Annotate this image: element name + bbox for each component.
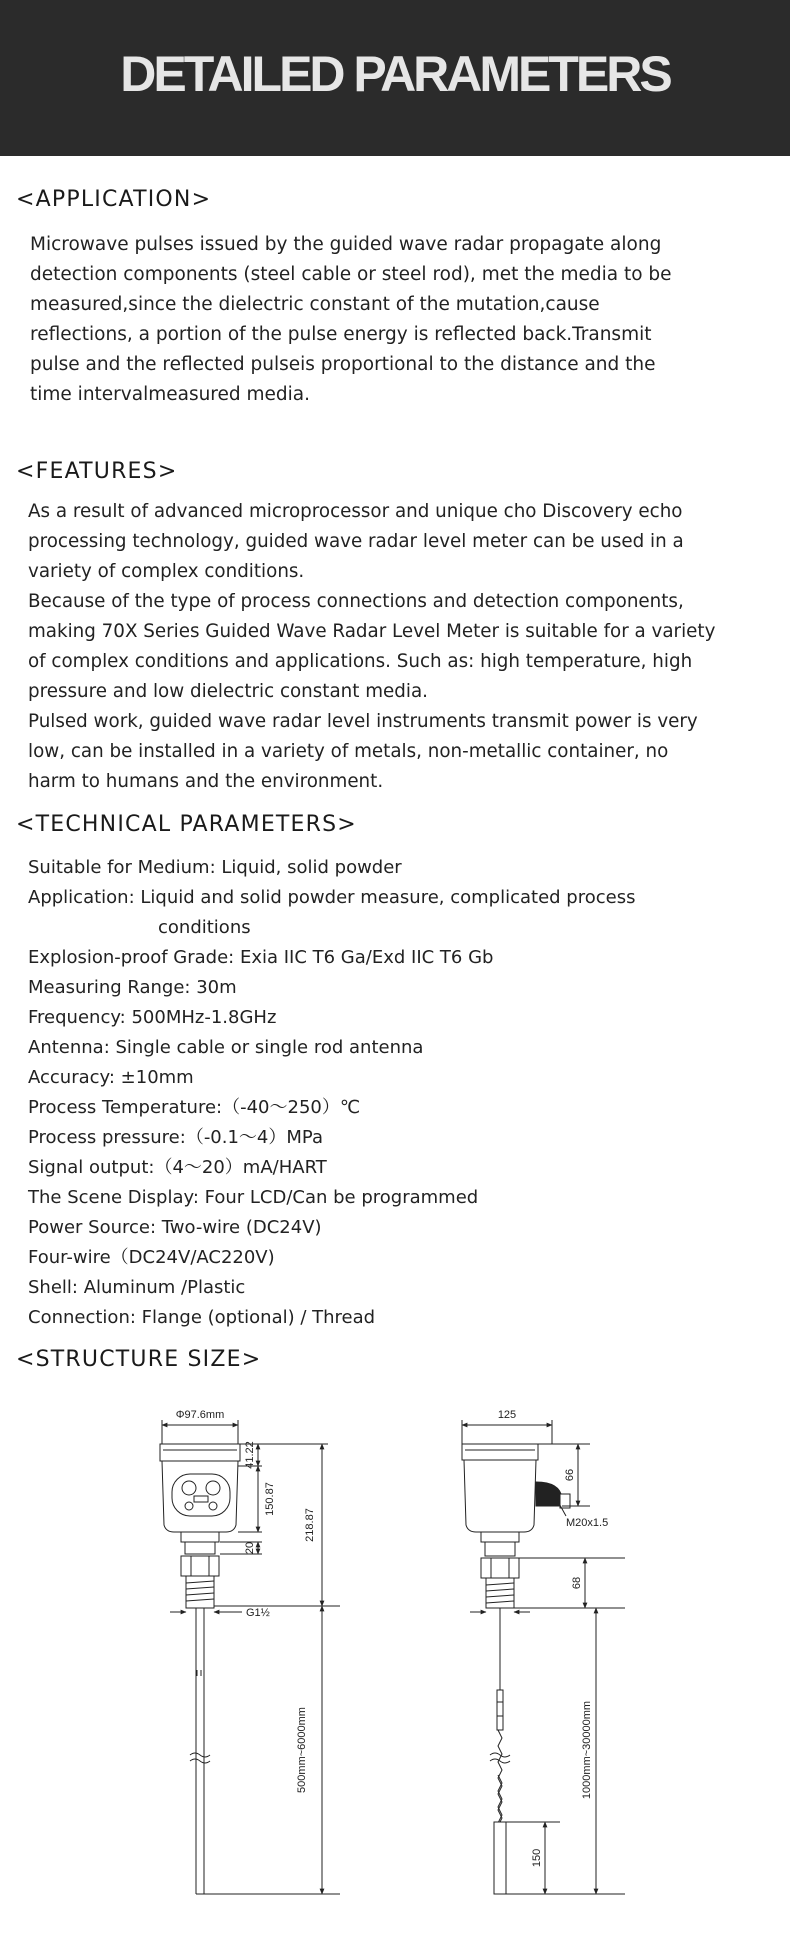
dim-thread: G1½	[246, 1607, 270, 1619]
spec-line: Signal output:（4～20）mA/HART	[28, 1157, 327, 1178]
spec-line: Process Temperature:（-40～250）℃	[28, 1097, 361, 1118]
features-line: Pulsed work, guided wave radar level instruments transmit power is very	[28, 711, 698, 732]
features-line: pressure and low dielectric constant media.	[28, 681, 428, 702]
features-line: making 70X Series Guided Wave Radar Level Meter is suitable for a variety	[28, 621, 716, 642]
right-drawing	[462, 1420, 625, 1894]
spec-line: Connection: Flange (optional) / Thread	[28, 1307, 376, 1328]
application-text	[30, 230, 780, 410]
spec-line: Accuracy: ±10mm	[28, 1067, 194, 1088]
features-line: of complex conditions and applications. Such as: high temperature, high	[28, 651, 693, 672]
spec-line: Shell: Aluminum /Plastic	[28, 1277, 246, 1298]
features-text	[28, 497, 778, 797]
application-line: detection components (steel cable or steel rod), met the media to be	[30, 264, 672, 285]
features-heading: <FEATURES>	[16, 459, 178, 484]
structure-heading: <STRUCTURE SIZE>	[16, 1347, 262, 1372]
features-line: variety of complex conditions.	[28, 561, 305, 582]
spec-line: Process pressure:（-0.1～4）MPa	[28, 1127, 323, 1148]
page-title: DETAILED PARAMETERS	[120, 46, 670, 102]
spec-line: Power Source: Two-wire (DC24V)	[28, 1217, 322, 1238]
spec-line: Four-wire（DC24V/AC220V)	[28, 1247, 275, 1268]
features-line: processing technology, guided wave radar level meter can be used in a	[28, 531, 684, 552]
technical-heading: <TECHNICAL PARAMETERS>	[16, 812, 357, 837]
spec-line: Measuring Range: 30m	[28, 977, 237, 998]
application-heading: <APPLICATION>	[16, 187, 212, 212]
application-line: Microwave pulses issued by the guided wave radar propagate along	[30, 234, 662, 255]
header-banner	[0, 0, 790, 156]
spec-line: Frequency: 500MHz-1.8GHz	[28, 1007, 277, 1028]
dim-neck-left: 20	[244, 1541, 256, 1555]
features-line: Because of the type of process connections and detection components,	[28, 591, 684, 612]
left-drawing	[160, 1420, 340, 1894]
features-line: As a result of advanced microprocessor and unique cho Discovery echo	[28, 501, 683, 522]
dim-cable-length: 1000mm~30000mm	[581, 1700, 593, 1800]
dim-total-left: 218.87	[304, 1508, 316, 1542]
spec-line: conditions	[158, 917, 251, 938]
technical-list	[28, 853, 778, 1333]
spec-line: Application: Liquid and solid powder measure, complicated process	[28, 887, 636, 908]
application-line: pulse and the reflected pulseis proportional to the distance and the	[30, 354, 656, 375]
dim-gland: M20x1.5	[566, 1517, 609, 1529]
application-line: reflections, a portion of the pulse energy is reflected back.Transmit	[30, 324, 652, 345]
dim-diameter: Φ97.6mm	[175, 1409, 225, 1421]
dim-head-right: 66	[564, 1468, 576, 1482]
features-line: harm to humans and the environment.	[28, 771, 384, 792]
dim-width-right: 125	[497, 1409, 517, 1421]
dim-flange-right: 68	[571, 1576, 583, 1590]
features-line: low, can be installed in a variety of metals, non-metallic container, no	[28, 741, 669, 762]
application-line: time intervalmeasured media.	[30, 384, 311, 405]
structure-drawing	[0, 1380, 790, 1947]
spec-line: The Scene Display: Four LCD/Can be programmed	[28, 1187, 479, 1208]
dim-head-left: 41.22	[244, 1441, 256, 1469]
application-line: measured,since the dielectric constant of the mutation,cause	[30, 294, 600, 315]
spec-line: Antenna: Single cable or single rod antenna	[28, 1037, 424, 1058]
dim-body-left: 150.87	[264, 1482, 276, 1516]
spec-line: Explosion-proof Grade: Exia IIC T6 Ga/Exd IIC T6 Gb	[28, 947, 494, 968]
spec-line: Suitable for Medium: Liquid, solid powder	[28, 857, 402, 878]
dim-rod-length: 500mm~6000mm	[296, 1707, 308, 1793]
dim-weight-length: 150	[531, 1848, 543, 1868]
